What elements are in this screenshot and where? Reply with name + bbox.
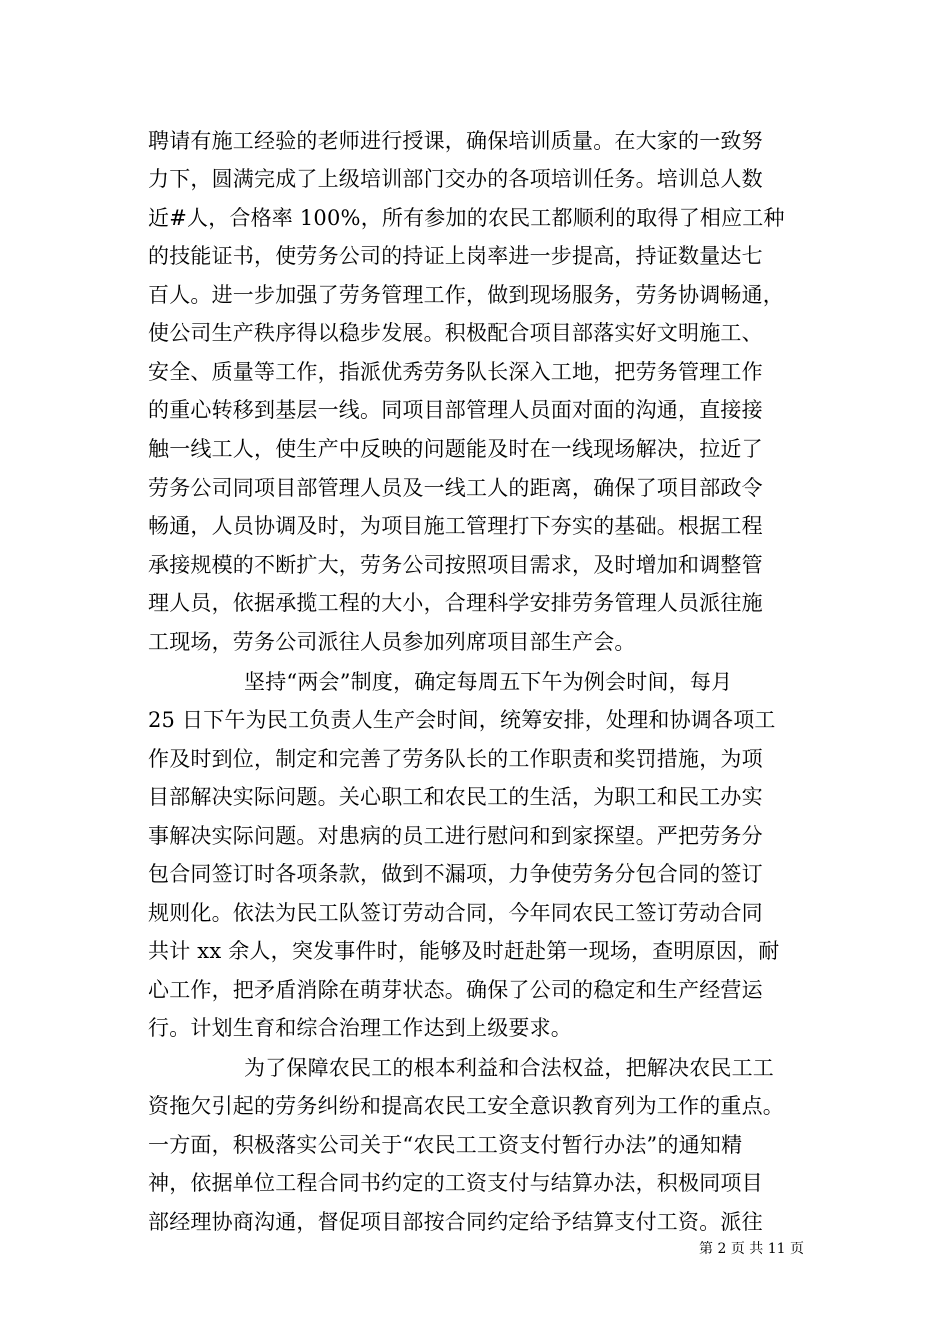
text-line: 资拖欠引起的劳务纠纷和提高农民工安全意识教育列为工作的重点。: [148, 1094, 784, 1118]
text-line: 包合同签订时各项条款，做到不漏项，力争使劳务分包合同的签订: [148, 862, 763, 886]
text-line: 规则化。依法为民工队签订劳动合同，今年同农民工签订劳动合同: [148, 901, 763, 925]
text-line: 触一线工人，使生产中反映的问题能及时在一线现场解决，拉近了: [148, 437, 763, 461]
text-line: 近#人，合格率 100%，所有参加的农民工都顺利的取得了相应工种: [148, 206, 785, 230]
text-line: 心工作，把矛盾消除在萌芽状态。确保了公司的稳定和生产经营运: [148, 978, 763, 1002]
text-line: 理人员，依据承揽工程的大小，合理科学安排劳务管理人员派往施: [148, 591, 763, 615]
text-line: 聘请有施工经验的老师进行授课，确保培训质量。在大家的一致努: [148, 129, 763, 153]
text-line: 安全、质量等工作，指派优秀劳务队长深入工地，把劳务管理工作: [148, 360, 763, 384]
text-line: 事解决实际问题。对患病的员工进行慰问和到家探望。严把劳务分: [148, 824, 763, 848]
paragraph-start-line: 坚持“两会”制度，确定每周五下午为例会时间，每月: [244, 670, 733, 694]
text-line: 目部解决实际问题。关心职工和农民工的生活，为职工和民工办实: [148, 785, 763, 809]
text-line: 25 日下午为民工负责人生产会时间，统筹安排，处理和协调各项工: [148, 708, 776, 732]
paragraph-start-line: 为了保障农民工的根本利益和合法权益，把解决农民工工: [244, 1056, 774, 1080]
text-line: 一方面，积极落实公司关于“农民工工资支付暂行办法”的通知精: [148, 1133, 743, 1157]
text-line: 行。计划生育和综合治理工作达到上级要求。: [148, 1016, 572, 1040]
page-number: 第 2 页 共 11 页: [699, 1241, 804, 1257]
text-line: 作及时到位，制定和完善了劳务队长的工作职责和奖罚措施，为项: [148, 747, 763, 771]
text-line: 承接规模的不断扩大，劳务公司按照项目需求，及时增加和调整管: [148, 553, 763, 577]
text-line: 工现场，劳务公司派往人员参加列席项目部生产会。: [148, 630, 636, 654]
text-line: 共计 xx 余人，突发事件时，能够及时赶赴第一现场，查明原因，耐: [148, 939, 780, 963]
text-line: 神，依据单位工程合同书约定的工资支付与结算办法，积极同项目: [148, 1171, 763, 1195]
text-line: 畅通，人员协调及时，为项目施工管理打下夯实的基础。根据工程: [148, 514, 763, 538]
text-line: 的重心转移到基层一线。同项目部管理人员面对面的沟通，直接接: [148, 398, 763, 422]
text-line: 部经理协商沟通，督促项目部按合同约定给予结算支付工资。派往: [148, 1210, 763, 1234]
text-line: 使公司生产秩序得以稳步发展。积极配合项目部落实好文明施工、: [148, 321, 763, 345]
text-line: 的技能证书，使劳务公司的持证上岗率进一步提高，持证数量达七: [148, 244, 763, 268]
text-line: 劳务公司同项目部管理人员及一线工人的距离，确保了项目部政令: [148, 476, 763, 500]
text-line: 百人。进一步加强了劳务管理工作，做到现场服务，劳务协调畅通，: [148, 283, 784, 307]
text-line: 力下，圆满完成了上级培训部门交办的各项培训任务。培训总人数: [148, 167, 763, 191]
